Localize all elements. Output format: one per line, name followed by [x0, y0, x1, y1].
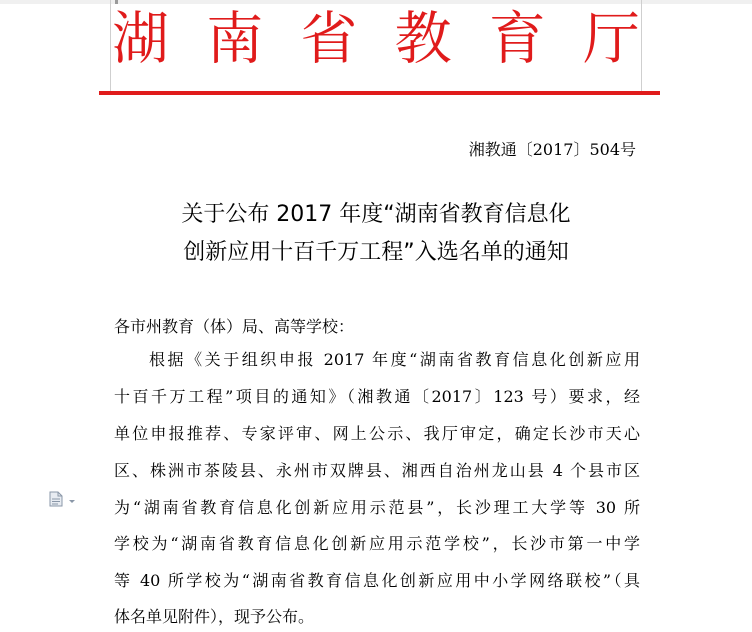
letterhead-char: 南 [206, 6, 264, 72]
document-icon[interactable] [48, 491, 78, 507]
letterhead [112, 4, 640, 74]
letterhead-char: 教 [394, 6, 452, 72]
letterhead-char: 省 [300, 6, 358, 72]
body-line: 体名单见附件），现予公布。 [114, 607, 315, 626]
body-line: 学校为“湖南省教育信息化创新应用示范学校”，长沙市第一中学 [114, 534, 640, 553]
body-line: 根据《关于组织申报 2017 年度“湖南省教育信息化创新应用 [149, 350, 640, 369]
body-line: 单位申报推荐、专家评审、网上公示、我厅审定，确定长沙市天心 [114, 424, 640, 443]
body-line: 十百千万工程”项目的通知》（湘教通〔2017〕123 号）要求，经 [114, 387, 640, 406]
document-number: 湘教通〔2017〕504号 [468, 140, 636, 159]
body-line: 区、株洲市茶陵县、永州市双牌县、湘西自治州龙山县 4 个县市区 [114, 461, 640, 480]
body-line: 为“湖南省教育信息化创新应用示范县”，长沙理工大学等 30 所 [114, 498, 640, 517]
body-line: 等 40 所学校为“湖南省教育信息化创新应用中小学网络联校”（具 [114, 571, 640, 590]
letterhead-char: 厅 [582, 6, 640, 72]
crop-guide-right [641, 0, 642, 92]
document-title-line-1: 关于公布 2017 年度“湖南省教育信息化 [181, 202, 571, 227]
letterhead-char: 湖 [112, 6, 169, 72]
document-title-line-2: 创新应用十百千万工程”入选名单的通知 [183, 240, 569, 265]
crop-guide-left [110, 0, 111, 92]
letterhead-char: 育 [488, 6, 546, 72]
salutation: 各市州教育（体）局、高等学校： [114, 317, 355, 336]
letterhead-red-rule [99, 91, 660, 95]
